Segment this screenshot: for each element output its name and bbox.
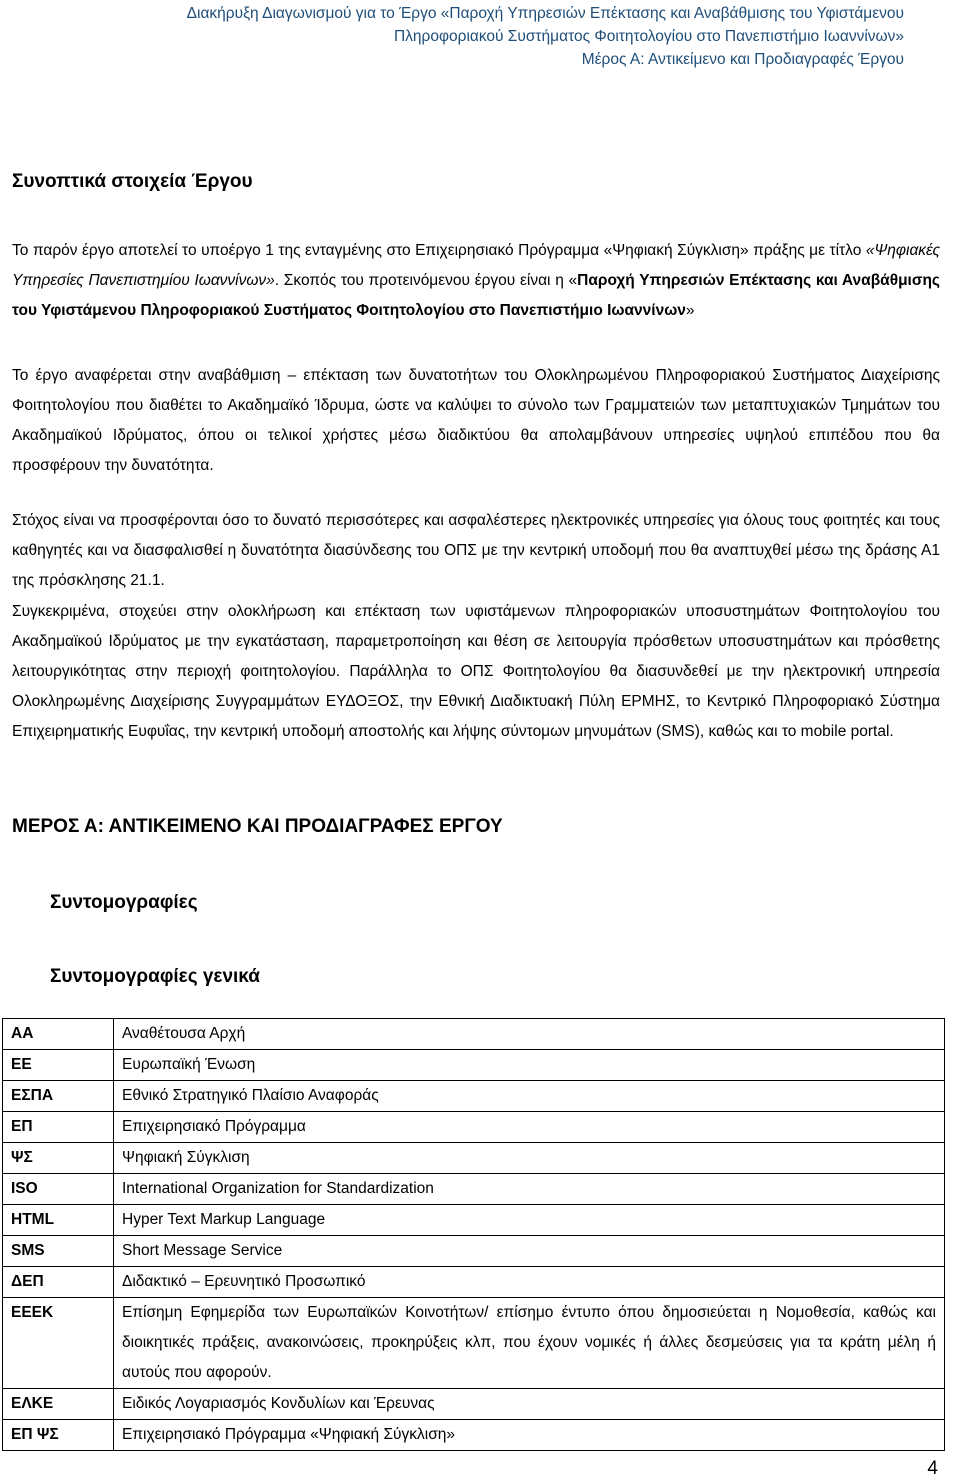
summary-mid: . Σκοπός του προτεινόμενου έργου είναι η « [274, 272, 578, 289]
subsection-title: Συντομογραφίες [50, 892, 198, 913]
abbr-term: HTML [3, 1205, 114, 1236]
table-row [3, 1236, 945, 1267]
subsubsection-title-wrap [50, 966, 960, 988]
paragraph-summary [12, 236, 940, 326]
table-row [3, 1389, 945, 1420]
part-title-wrap [12, 816, 940, 838]
summary-end: » [685, 302, 695, 319]
abbr-description: Ειδικός Λογαριασμός Κονδυλίων και Έρευνας [114, 1389, 945, 1420]
table-row [3, 1050, 945, 1081]
abbr-term: ΕΠ [3, 1112, 114, 1143]
para-scope [12, 361, 940, 481]
table-row [3, 1205, 945, 1236]
table-row [3, 1298, 945, 1389]
abbr-term: ΕΕΕΚ [3, 1298, 114, 1389]
para-specific [12, 597, 940, 747]
para-summary [12, 236, 940, 326]
abbr-description: Επίσημη Εφημερίδα των Ευρωπαϊκών Κοινοτήτων/ επίσημο έντυπο όπου δημοσιεύεται η Νομοθεσία, καθώς και διοικητικές πράξεις, ανακοινώσεις, προκηρύξεις κλπ, που έχουν νομικές ή άλλες δεσμεύσεις για τα κράτη μέλη ή αυτούς που αφορούν. [114, 1298, 945, 1389]
summary-lead: Το παρόν έργο αποτελεί το υποέργο 1 της ενταγμένης στο Επιχειρησιακό Πρόγραμμα «Ψηφιακή Σύγκλιση» πράξης με τίτλο [12, 242, 866, 259]
header-line-1: Διακήρυξη Διαγωνισμού για το Έργο «Παροχή Υπηρεσιών Επέκτασης και Αναβάθμισης του Υφιστάμενου [186, 5, 904, 22]
abbr-term: ISO [3, 1174, 114, 1205]
abbr-description: Short Message Service [114, 1236, 945, 1267]
part-title: ΜΕΡΟΣ Α: ΑΝΤΙΚΕΙΜΕΝΟ ΚΑΙ ΠΡΟΔΙΑΓΡΑΦΕΣ ΕΡΓΟΥ [12, 816, 503, 837]
table-row [3, 1143, 945, 1174]
subsubsection-title: Συντομογραφίες γενικά [50, 966, 260, 987]
abbr-description: Εθνικό Στρατηγικό Πλαίσιο Αναφοράς [114, 1081, 945, 1112]
table-row [3, 1112, 945, 1143]
header-line-2: Πληροφοριακού Συστήματος Φοιτητολογίου στο Πανεπιστήμιο Ιωαννίνων» [393, 28, 904, 45]
abbr-term: ΕΕ [3, 1050, 114, 1081]
summary-italic-title: «Ψηφιακές Υπηρεσίες Πανεπιστημίου Ιωαννίνων» [12, 242, 940, 289]
paragraph-scope: Το έργο αναφέρεται στην αναβάθμιση – επέκταση των δυνατοτήτων του Ολοκληρωμένου Πληροφοριακού Συστήματος Διαχείρισης Φοιτητολογίου που διαθέτει το Ακαδημαϊκό Ίδρυμα, ώστε να καλύψει το σύνολο των Γραμματειών των μεταπτυχιακών Τμημάτων του Ακαδημαϊκού Ιδρύματος, όπου οι τελικοί χρήστες μέσω διαδικτύου θα απολαμβάνουν υπηρεσίες υψηλού επιπέδου που θα προσφέρουν την δυνατότητα. [12, 367, 940, 474]
abbr-term: ΨΣ [3, 1143, 114, 1174]
running-header [4, 2, 904, 71]
para-goal [12, 506, 940, 596]
paragraph-specific: Συγκεκριμένα, στοχεύει στην ολοκλήρωση και επέκταση των υφιστάμενων πληροφοριακών υποσυστημάτων Φοιτητολογίου του Ακαδημαϊκού Ιδρύματος με την εγκατάσταση, παραμετροποίηση και θέση σε λειτουργία πρόσθετων υποσυστημάτων και πρόσθετης λειτουργικότητας στην περιοχή φοιτητολογίου. Παράλληλα το ΟΠΣ Φοιτητολογίου θα διασυνδεθεί με την ηλεκτρονική υπηρεσία Ολοκληρωμένης Διαχείρισης Συγγραμμάτων ΕΥΔΟΞΟΣ, την Εθνική Διαδικτυακή Πύλη ΕΡΜΗΣ, το Κεντρικό Πληροφοριακό Σύστημα Επιχειρηματικής Ευφυΐας, την κεντρική υποδομή αποστολής και λήψης σύντομων μηνυμάτων (SMS), καθώς και το mobile portal. [12, 603, 940, 740]
abbr-term: SMS [3, 1236, 114, 1267]
table-row [3, 1081, 945, 1112]
abbr-term: ΔΕΠ [3, 1267, 114, 1298]
abbreviations-table [2, 1018, 945, 1451]
abbr-term: ΕΠ ΨΣ [3, 1420, 114, 1451]
summary-bold-title: Παροχή Υπηρεσιών Επέκτασης και Αναβάθμισης του Υφιστάμενου Πληροφοριακού Συστήματος Φοιτητολογίου στο Πανεπιστήμιο Ιωαννίνων [12, 272, 940, 319]
abbr-description: Αναθέτουσα Αρχή [114, 1019, 945, 1050]
subsection-title-wrap [50, 892, 960, 914]
table-row [3, 1267, 945, 1298]
abbr-term: ΕΛΚΕ [3, 1389, 114, 1420]
abbr-term: ΕΣΠΑ [3, 1081, 114, 1112]
section-title-wrap [12, 171, 940, 193]
table-row [3, 1174, 945, 1205]
table-row [3, 1420, 945, 1451]
section-title: Συνοπτικά στοιχεία Έργου [12, 171, 253, 192]
abbr-term: ΑΑ [3, 1019, 114, 1050]
abbr-description: Ψηφιακή Σύγκλιση [114, 1143, 945, 1174]
abbr-description: Επιχειρησιακό Πρόγραμμα [114, 1112, 945, 1143]
header-line-3: Μέρος Α: Αντικείμενο και Προδιαγραφές Έργου [581, 51, 904, 68]
page-number: 4 [927, 1458, 938, 1479]
abbr-description: Επιχειρησιακό Πρόγραμμα «Ψηφιακή Σύγκλιση» [114, 1420, 945, 1451]
abbr-description: Ευρωπαϊκή Ένωση [114, 1050, 945, 1081]
abbr-description: Hyper Text Markup Language [114, 1205, 945, 1236]
paragraph-goal: Στόχος είναι να προσφέρονται όσο το δυνατό περισσότερες και ασφαλέστερες ηλεκτρονικές υπηρεσίες για όλους τους φοιτητές και τους καθηγητές και να διασφαλισθεί η δυνατότητα διασύνδεσης του ΟΠΣ με την κεντρική υποδομή που θα αναπτυχθεί μέσω της δράσης Α1 της πρόσκλησης 21.1. [12, 512, 940, 589]
table-row [3, 1019, 945, 1050]
abbr-description: Διδακτικό – Ερευνητικό Προσωπικό [114, 1267, 945, 1298]
abbr-description: International Organization for Standardization [114, 1174, 945, 1205]
